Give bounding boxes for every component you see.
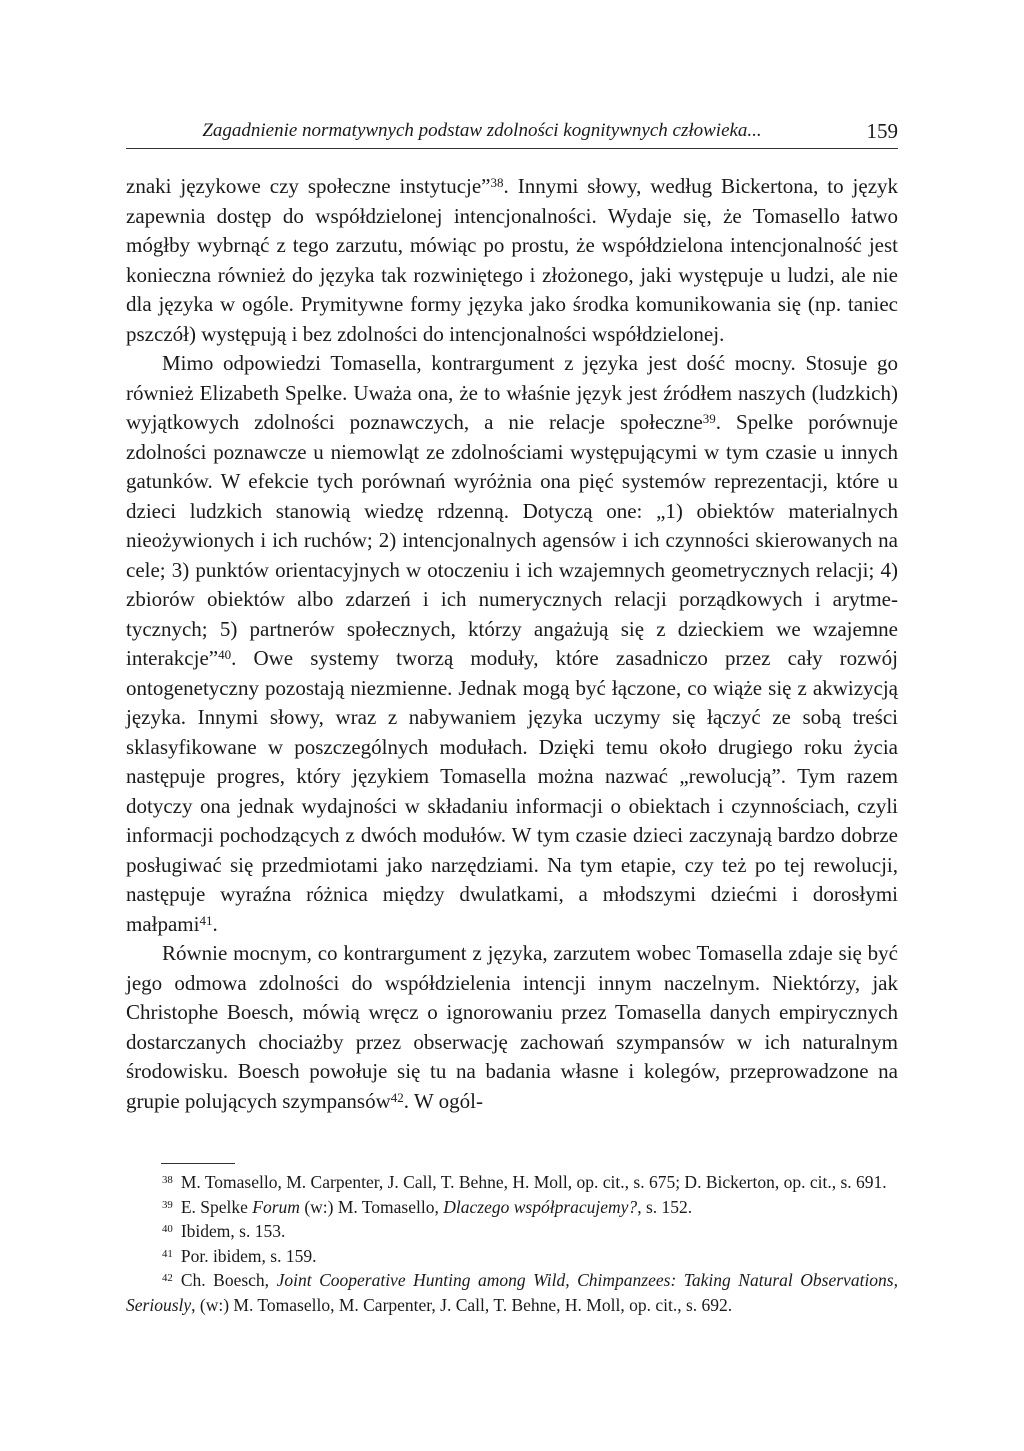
footnote-42	[126, 1268, 898, 1317]
paragraph-text: . Spelke porównuje zdolności poznawcze u niemowląt ze zdolnościami występującymi w tym czasie u innych gatunków. W efekcie tych porównań wyróżnia ona pięć systemów reprezentacji, które u dzieci ludzkich stanowią wiedzę rdzenną. Dotyczą one: „1) obiektów materialnych nieożywionych i ich ruchów; 2) intencjonalnych agensów i ich czynności skierowanych na cele; 3) punktów orientacyjnych w otoczeniu i ich wzajemnych geometrycznych relacji; 4) zbiorów obiektów albo zdarzeń i ich numerycznych relacji porządkowych i arytmetycznych; 5) partnerów społecznych, którzy angażują się z dzieckiem we wzajemne interakcje”	[126, 410, 898, 670]
footnote-41	[126, 1244, 898, 1269]
footnote-ref-38: 38	[490, 175, 504, 191]
footnote-text: (w:) M. Tomasello,	[299, 1196, 444, 1217]
footnote-italic-title: Forum	[252, 1196, 300, 1217]
running-head	[126, 118, 898, 149]
paragraph-text: . Owe systemy tworzą moduły, które zasadniczo przez cały rozwój ontogenetyczny pozostają niezmienne. Jednak mogą być łączone, co wiąże się z akwizycją języka. Innymi słowy, wraz z nabywaniem języka uczymy się łączyć ze sobą treści sklasyfikowane w poszczególnych modułach. Dzięki temu około drugiego roku życia następuje progres, który językiem Tomasella można nazwać „rewolucją”. Tym razem dotyczy ona jednak wydajności w składaniu informacji o obiektach i czynnościach, czyli informacji pochodzących z dwóch modułów. W tym czasie dzieci zaczynają bardzo dobrze posługiwać się przedmiotami jako narzędziami. Na tym etapie, czy też po tej rewolucji, następuje wyraźna różnica między dwulatkami, a młodszymi dziećmi i dorosłymi małpami	[126, 646, 898, 936]
footnote-ref-40: 40	[218, 647, 232, 663]
footnote-separator	[161, 1163, 235, 1164]
running-head-title: Zagadnienie normatywnych podstaw zdolności kognitywnych człowieka...	[202, 120, 762, 141]
footnote-number: 39	[162, 1198, 173, 1211]
paragraph-text: Mimo odpowiedzi Tomasella, kontrargument z języka jest dość mocny. Stosuje go również Elizabeth Spelke. Uważa ona, że to właśnie język jest źródłem naszych (ludzkich) wyjątkowych zdolności poznawczych, a nie relacje społeczne	[126, 351, 898, 434]
footnote-text: M. Tomasello, M. Carpenter, J. Call, T. Behne, H. Moll, op. cit., s. 675; D. Bickerton, op. cit., s. 691.	[180, 1172, 887, 1192]
footnote-39	[126, 1195, 898, 1220]
footnote-38	[126, 1170, 898, 1195]
paragraph-text: znaki językowe czy społeczne instytucje”	[126, 174, 491, 198]
paragraph-2	[126, 349, 898, 939]
paragraph-text: Równie mocnym, co kontrargument z języka, zarzutem wobec Tomasella zdaje się być jego odmowa zdolności do współdzielenia intencji innym naczelnym. Niektórzy, jak Christophe Boesch, mówią wręcz o ignorowaniu przez Tomasella danych empirycznych dostarczanych chociażby przez obserwację zachowań szympansów w ich naturalnym środowisku. Boesch powołuje się tu na badania własne i kolegów, przeprowadzone na grupie polujących szympansów	[126, 941, 898, 1113]
footnote-number: 38	[162, 1174, 173, 1187]
body-text	[126, 172, 898, 1116]
paragraph-3	[126, 939, 898, 1116]
footnote-number: 41	[162, 1247, 173, 1260]
paragraph-text: . Innymi słowy, według Bickertona, to język zapewnia dostęp do współdzielonej intencjonalności. Wydaje się, że Tomasello łatwo mógłby wybrnąć z tego zarzutu, mówiąc po prostu, że współdzielona intencjonalność jest konieczna również do języka tak rozwiniętego i złożonego, jaki występuje u ludzi, ale nie dla języka w ogóle. Prymitywne formy języka jako środka komunikowania się (np. taniec pszczół) występują i bez zdolności do intencjonalności współdzielonej.	[126, 174, 899, 346]
footnote-text: , (w:) M. Tomasello, M. Carpenter, J. Call, T. Behne, H. Moll, op. cit., s. 692.	[191, 1294, 733, 1315]
footnote-text: , s. 152.	[637, 1196, 693, 1217]
paragraph-1	[126, 172, 898, 349]
footnote-italic-title: Dlaczego współpracujemy?	[443, 1196, 638, 1217]
footnote-text: Ch. Boesch,	[180, 1270, 277, 1290]
paragraph-text: .	[212, 911, 218, 936]
footnotes	[126, 1170, 898, 1317]
paragraph-text: . W ogól-	[403, 1088, 483, 1113]
footnote-number: 42	[162, 1272, 173, 1285]
footnote-40	[126, 1219, 898, 1244]
footnote-text: Por. ibidem, s. 159.	[180, 1245, 317, 1266]
footnote-ref-39: 39	[702, 411, 716, 427]
footnote-ref-42: 42	[390, 1089, 404, 1105]
page-number: 159	[866, 119, 898, 143]
footnote-text: Ibidem, s. 153.	[180, 1221, 286, 1241]
footnote-ref-41: 41	[199, 912, 213, 928]
footnote-text: E. Spelke	[180, 1196, 253, 1217]
footnote-number: 40	[162, 1223, 173, 1236]
footnote-italic-title: Joint Cooperative Hunting among Wild, Chimpanzees: Taking Natural Observations, Seriously	[126, 1270, 898, 1315]
